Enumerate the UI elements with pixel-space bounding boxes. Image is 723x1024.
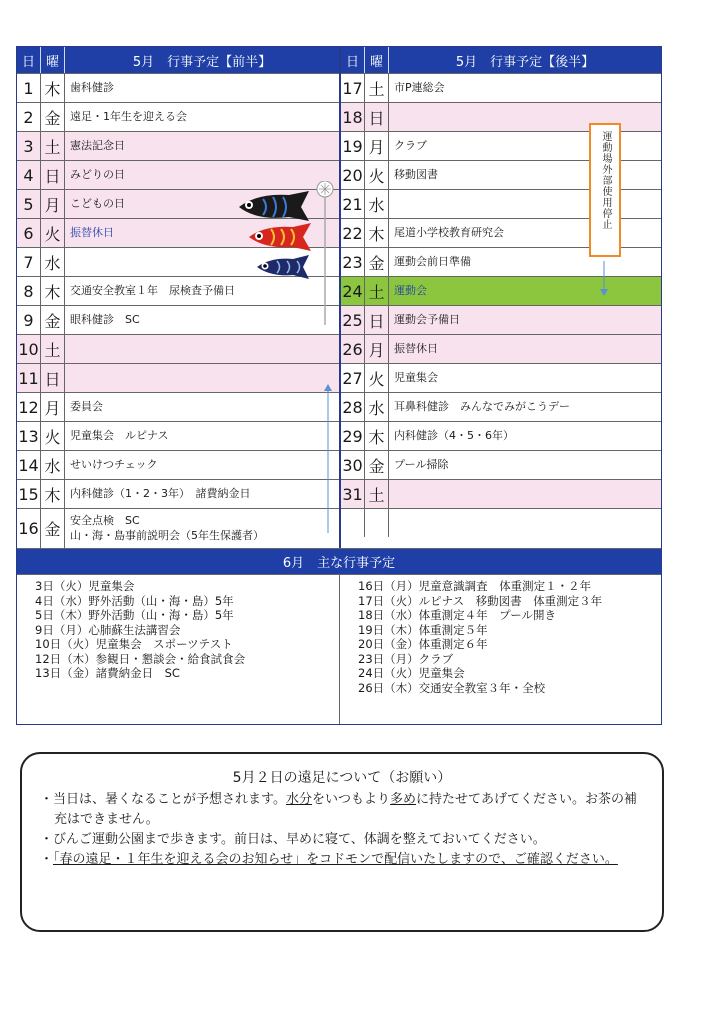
june-event-item: 23日（月）クラブ xyxy=(358,651,454,666)
schedule-row xyxy=(341,392,661,421)
second-half-title: 5月 行事予定【後半】 xyxy=(455,54,595,70)
schedule-row xyxy=(17,508,339,548)
event-cell: せいけつチェック xyxy=(70,457,158,471)
schedule-row xyxy=(17,392,339,421)
event-cell: クラブ xyxy=(394,138,427,152)
first-half-title: 5月 行事予定【前半】 xyxy=(132,54,272,70)
day-cell: 26 xyxy=(341,335,365,363)
day-cell: 7 xyxy=(17,248,41,276)
dow-cell: 水 xyxy=(365,190,389,218)
event-cell: 委員会 xyxy=(70,399,103,413)
day-cell: 9 xyxy=(17,306,41,334)
dow-cell: 木 xyxy=(41,480,65,508)
schedule-row xyxy=(341,508,661,537)
dow-cell: 木 xyxy=(365,422,389,450)
event-cell: 運動会前日準備 xyxy=(394,254,471,268)
dow-cell: 月 xyxy=(41,393,65,421)
schedule-row xyxy=(17,479,339,508)
excursion-notice xyxy=(20,752,664,932)
day-cell: 16 xyxy=(17,509,41,548)
schedule-row xyxy=(17,131,339,160)
event-cell: 憲法記念日 xyxy=(70,138,125,152)
day-cell: 14 xyxy=(17,451,41,479)
excursion-bullet-1 xyxy=(40,790,644,830)
day-cell: 19 xyxy=(341,132,365,160)
event-cell: 児童集会 xyxy=(394,370,438,384)
bullet-text: に持たせてあげてください。お茶の補充はできません。 xyxy=(54,792,638,827)
dow-cell: 土 xyxy=(365,480,389,508)
schedule-row xyxy=(341,334,661,363)
dow-cell: 火 xyxy=(365,161,389,189)
event-cell: 眼科健診 SC xyxy=(70,312,140,326)
bullet-text: ・当日は、暑くなることが予想されます。 xyxy=(40,792,286,807)
schedule-row xyxy=(341,305,661,334)
dow-cell: 木 xyxy=(365,219,389,247)
day-cell: 17 xyxy=(341,74,365,102)
dow-cell: 木 xyxy=(41,74,65,102)
day-cell: 15 xyxy=(17,480,41,508)
schedule-row xyxy=(341,421,661,450)
dow-cell: 土 xyxy=(41,335,65,363)
dow-cell: 金 xyxy=(41,509,65,548)
playground-notice-text: 運動場外部使用停止 xyxy=(600,131,611,230)
day-cell: 2 xyxy=(17,103,41,131)
event-line: 山・海・島事前説明会（5年生保護者） xyxy=(70,528,264,542)
bullet-text: ・ xyxy=(40,852,54,867)
event-cell xyxy=(389,509,661,537)
dow-cell: 火 xyxy=(365,364,389,392)
excursion-bullet-3 xyxy=(40,850,644,870)
day-cell: 28 xyxy=(341,393,365,421)
event-cell: プール掃除 xyxy=(394,457,449,471)
event-cell: 振替休日 xyxy=(394,341,438,355)
bullet-underline: 多め xyxy=(390,792,417,807)
june-event-item: 5日（木）野外活動（山・海・島）5年 xyxy=(35,608,234,622)
june-event-item: 4日（水）野外活動（山・海・島）5年 xyxy=(35,593,234,608)
dow-cell: 水 xyxy=(365,393,389,421)
day-cell: 11 xyxy=(17,364,41,392)
dow-col-header: 曜 xyxy=(41,47,65,73)
koinobori-icon xyxy=(237,181,347,327)
excursion-title: 5月２日の遠足について（お願い） xyxy=(232,770,452,786)
day-cell: 4 xyxy=(17,161,41,189)
day-cell: 13 xyxy=(17,422,41,450)
dow-cell: 木 xyxy=(41,277,65,305)
dow-cell: 月 xyxy=(365,132,389,160)
day-cell: 24 xyxy=(341,277,365,305)
event-cell: 内科健診（4・5・6年） xyxy=(394,428,514,442)
event-cell: 運動会 xyxy=(394,283,427,297)
day-cell: 8 xyxy=(17,277,41,305)
day-cell: 25 xyxy=(341,306,365,334)
event-cell: 市P連総会 xyxy=(394,80,445,94)
dow-cell: 日 xyxy=(365,306,389,334)
dow-cell: 火 xyxy=(41,219,65,247)
schedule-row xyxy=(341,276,661,305)
dow-cell: 日 xyxy=(41,364,65,392)
event-cell: 交通安全教室１年 尿検査予備日 xyxy=(70,283,235,297)
day-cell: 29 xyxy=(341,422,365,450)
dow-cell: 水 xyxy=(41,451,65,479)
second-half-header xyxy=(341,47,661,73)
bullet-underline: 水分 xyxy=(285,792,312,807)
june-event-item: 20日（金）体重測定６年 xyxy=(358,637,488,651)
june-event-item: 12日（木）参観日・懇談会・給食試食会 xyxy=(35,651,246,666)
day-cell: 1 xyxy=(17,74,41,102)
excursion-bullet-2: ・びんご運動公園まで歩きます。前日は、早めに寝て、体調を整えておいてください。 xyxy=(40,832,546,847)
june-event-item: 3日（火）児童集会 xyxy=(35,579,135,593)
day-cell: 20 xyxy=(341,161,365,189)
dow-cell: 日 xyxy=(41,161,65,189)
dow-cell: 水 xyxy=(41,248,65,276)
event-cell: 内科健診（1・2・3年） 諸費納金日 xyxy=(70,486,251,500)
event-cell: 遠足・1年生を迎える会 xyxy=(70,109,187,123)
holiday-arrow-icon xyxy=(323,383,333,533)
dow-cell: 土 xyxy=(365,74,389,102)
day-cell xyxy=(341,509,365,537)
event-cell: 尾道小学校教育研究会 xyxy=(394,225,504,239)
event-cell: こどもの日 xyxy=(70,196,125,210)
dow-cell: 月 xyxy=(365,335,389,363)
may-schedule-table xyxy=(16,46,662,725)
dow-cell xyxy=(365,509,389,537)
day-cell: 23 xyxy=(341,248,365,276)
day-cell: 18 xyxy=(341,103,365,131)
dow-cell: 火 xyxy=(41,422,65,450)
dow-col-header: 曜 xyxy=(365,47,389,73)
dow-cell: 金 xyxy=(365,248,389,276)
schedule-row xyxy=(341,479,661,508)
day-cell: 5 xyxy=(17,190,41,218)
first-half-header xyxy=(17,47,339,73)
june-schedule-title: 6月 主な行事予定 xyxy=(17,548,661,574)
june-schedule xyxy=(17,574,661,724)
june-right-list xyxy=(339,575,661,724)
schedule-row xyxy=(17,421,339,450)
june-event-item: 10日（火）児童集会 スポーツテスト xyxy=(35,637,233,651)
dow-cell: 土 xyxy=(365,277,389,305)
dow-cell: 金 xyxy=(41,103,65,131)
playground-notice-box xyxy=(589,123,621,257)
schedule-row xyxy=(17,102,339,131)
event-cell xyxy=(65,335,339,363)
schedule-row xyxy=(17,73,339,102)
dow-cell: 金 xyxy=(365,451,389,479)
schedule-row xyxy=(17,450,339,479)
june-event-item: 9日（月）心肺蘇生法講習会 xyxy=(35,622,181,637)
day-cell: 30 xyxy=(341,451,365,479)
dow-cell: 金 xyxy=(41,306,65,334)
day-cell: 22 xyxy=(341,219,365,247)
june-event-item: 16日（月）児童意識調査 体重測定１・２年 xyxy=(358,579,592,593)
june-event-item: 24日（火）児童集会 xyxy=(358,666,465,680)
event-cell xyxy=(65,364,339,392)
schedule-row xyxy=(341,363,661,392)
event-cell: 児童集会 ルピナス xyxy=(70,428,169,442)
schedule-row xyxy=(341,73,661,102)
dow-cell: 土 xyxy=(41,132,65,160)
event-cell: 歯科健診 xyxy=(70,80,114,94)
day-cell: 10 xyxy=(17,335,41,363)
event-cell: 移動図書 xyxy=(394,167,438,181)
day-cell: 12 xyxy=(17,393,41,421)
event-cell xyxy=(65,509,339,548)
event-cell xyxy=(389,480,661,508)
event-cell: 耳鼻科健診 みんなでみがこうデー xyxy=(394,399,570,413)
day-col-header: 日 xyxy=(17,47,41,73)
day-col-header: 日 xyxy=(341,47,365,73)
june-event-item: 17日（火）ルピナス 移動図書 体重測定３年 xyxy=(358,593,603,608)
june-event-item: 18日（水）体重測定４年 プール開き xyxy=(358,608,557,622)
schedule-row xyxy=(17,334,339,363)
schedule-row xyxy=(17,363,339,392)
day-cell: 27 xyxy=(341,364,365,392)
bullet-text: をいつもより xyxy=(311,792,390,807)
event-cell: みどりの日 xyxy=(70,167,125,181)
june-left-list xyxy=(17,575,339,724)
day-cell: 6 xyxy=(17,219,41,247)
day-cell: 21 xyxy=(341,190,365,218)
june-event-item: 13日（金）諸費納金日 SC xyxy=(35,666,180,680)
notice-arrow-icon xyxy=(599,261,609,297)
event-line: 安全点検 SC xyxy=(70,514,140,528)
june-event-item: 26日（木）交通安全教室３年・全校 xyxy=(358,680,546,695)
schedule-row xyxy=(341,450,661,479)
event-cell: 運動会予備日 xyxy=(394,312,460,326)
day-cell: 3 xyxy=(17,132,41,160)
day-cell: 31 xyxy=(341,480,365,508)
dow-cell: 月 xyxy=(41,190,65,218)
dow-cell: 日 xyxy=(365,103,389,131)
event-cell: 振替休日 xyxy=(70,225,114,239)
bullet-underline: 「春の遠足・１年生を迎える会のお知らせ」をコドモンで配信いたしますので、ご確認ください。 xyxy=(53,852,618,867)
june-event-item: 19日（木）体重測定５年 xyxy=(358,622,488,637)
